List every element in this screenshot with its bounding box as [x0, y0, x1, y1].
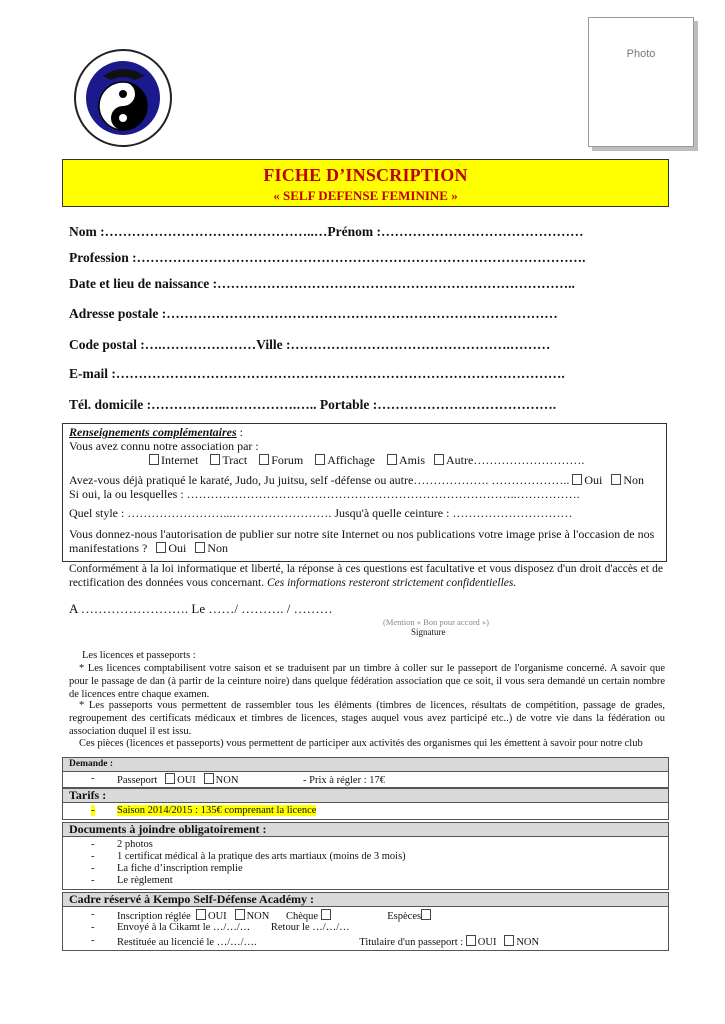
- option-affichage[interactable]: Affichage: [315, 453, 375, 467]
- licences-paragraph: * Les licences comptabilisent votre saison et se traduisent par un timbre à coller sur le passeport de l'organisme concerné. A savoir que pour le passage de dan (à partir de la ceinture noire) dans quelque fédération association que ce soit, il vous sera demandé un certain nombre de licences entre chaque examen.: [69, 663, 665, 700]
- birth-field[interactable]: Date et lieu de naissance :……………………………………………………………………..: [69, 276, 575, 291]
- signature-mention: (Mention « Bon pour accord »): [383, 617, 489, 627]
- option-autre[interactable]: Autre……………………….: [434, 453, 584, 467]
- checkbox-icon: [195, 542, 205, 553]
- demande-non[interactable]: NON: [204, 775, 239, 786]
- cadre-box: [62, 907, 669, 951]
- page-subtitle: « SELF DEFENSE FEMININE »: [273, 188, 458, 203]
- option-tract[interactable]: Tract: [210, 453, 247, 467]
- demande-line: - Passeport OUI NON - Prix à régler : 17€: [91, 773, 385, 786]
- martial-arts-question: Avez-vous déjà pratiqué le karaté, Judo, Ju juitsu, self -défense ou autre………………. ……………….. Oui Non: [69, 473, 644, 487]
- option-internet[interactable]: Internet: [149, 453, 198, 467]
- address-field[interactable]: Adresse postale :……………………………………………………………………………: [69, 306, 558, 321]
- inscription-non[interactable]: NON: [235, 911, 270, 922]
- publish-question: Vous donnez-nous l'autorisation de publier sur notre site Internet ou nos publications votre image prise à l'occasion de nos: [69, 527, 655, 541]
- source-question: Vous avez connu notre association par :: [69, 439, 259, 453]
- passeports-paragraph: * Les passeports vous permettent de rassembler tous les éléments (timbres de licences, résultats de compétition, passage de grades, regroupement des certificats médicaux et timbres de licences, stages auquel vous avez participé etc..) de votre vie dans la fédération ou association duquel il est issu.: [69, 700, 665, 737]
- name-field[interactable]: Nom :………………………………………..…Prénom :………………………………………: [69, 224, 584, 239]
- checkbox-icon: [611, 474, 621, 485]
- photo-label: Photo: [626, 48, 656, 60]
- publish-question-2: manifestations ? Oui Non: [69, 541, 228, 555]
- checkbox-icon: [210, 454, 220, 465]
- page-title: FICHE D’INSCRIPTION: [263, 165, 468, 185]
- licences-intro: Les licences et passeports :: [82, 650, 196, 661]
- pieces-paragraph: Ces pièces (licences et passeports) vous permettent de participer aux activités des organismes qui les émettent à savoir pour notre club: [79, 738, 643, 749]
- postal-city-field[interactable]: Code postal :….…………………Ville :………………………………………….………: [69, 337, 551, 352]
- style-belt-field[interactable]: Quel style : ……………………...……………………. Jusqu'à quelle ceinture : …………………………: [69, 506, 573, 520]
- tarifs-heading: Tarifs :: [62, 788, 669, 803]
- cadre-envoye-line: - Envoyé à la Cikamt le …/…/… Retour le …/…/…: [91, 922, 350, 933]
- checkbox-icon: [315, 454, 325, 465]
- publish-oui[interactable]: Oui: [156, 541, 186, 555]
- passeport-non[interactable]: NON: [504, 937, 539, 948]
- tarifs-row: [62, 803, 669, 820]
- especes-option[interactable]: Espèces: [387, 911, 433, 922]
- document-item: - La fiche d’inscription remplie: [91, 863, 243, 874]
- demande-heading: Demande :: [62, 757, 669, 772]
- checkbox-icon: [504, 935, 514, 946]
- which-field[interactable]: Si oui, la ou lesquelles : ………………………………………………………………………..…………….: [69, 487, 580, 501]
- checkbox-icon: [156, 542, 166, 553]
- oui-option[interactable]: Oui: [572, 473, 602, 487]
- signature-place-date[interactable]: A ……………………. Le ……/ ………. / ………: [69, 601, 333, 616]
- phone-field[interactable]: Tél. domicile :……………..…………….….. Portable :………………………………….: [69, 397, 557, 412]
- demande-row: [62, 772, 669, 788]
- documents-heading: Documents à joindre obligatoirement :: [62, 822, 669, 837]
- checkbox-icon: [572, 474, 582, 485]
- source-options: [149, 453, 584, 468]
- passeport-oui[interactable]: OUI: [466, 937, 497, 948]
- photo-box: [588, 17, 694, 147]
- signature-label: Signature: [411, 627, 446, 637]
- checkbox-icon: [235, 909, 245, 920]
- checkbox-icon: [321, 909, 331, 920]
- additional-info-box: [62, 423, 667, 562]
- option-forum[interactable]: Forum: [259, 453, 303, 467]
- checkbox-icon: [149, 454, 159, 465]
- profession-field[interactable]: Profession :……………………………………………………………………………………….: [69, 250, 586, 265]
- additional-info-heading: Renseignements complémentaires :: [69, 425, 244, 439]
- cadre-inscription-line: - Inscription réglée OUI NON Chèque Espèces: [117, 909, 433, 922]
- cadre-restituee-line: - Restituée au licencié le …/…/…. Titulaire d'un passeport : OUI NON: [91, 935, 540, 948]
- checkbox-icon: [387, 454, 397, 465]
- checkbox-icon: [421, 909, 431, 920]
- cheque-option[interactable]: Chèque: [286, 911, 333, 922]
- checkbox-icon: [466, 935, 476, 946]
- inscription-oui[interactable]: OUI: [196, 911, 227, 922]
- legal-notice: Conformément à la loi informatique et liberté, la réponse à ces questions est facultative et vous disposez d'un droit d'accès et de rectification des données vous concernant. Ces informations resteront strictement confidentielles.: [69, 563, 663, 589]
- club-logo: [73, 48, 173, 148]
- tarif-saison: - Saison 2014/2015 : 135€ comprenant la licence: [91, 805, 317, 816]
- email-field[interactable]: E-mail :……………………………………………………………………………………….: [69, 366, 565, 381]
- cadre-heading: Cadre réservé à Kempo Self-Défense Académy :: [62, 892, 669, 907]
- option-amis[interactable]: Amis: [387, 453, 425, 467]
- title-banner: [62, 159, 669, 207]
- checkbox-icon: [196, 909, 206, 920]
- publish-non[interactable]: Non: [195, 541, 228, 555]
- yin-yang-icon: [73, 48, 173, 148]
- checkbox-icon: [259, 454, 269, 465]
- documents-list: [62, 837, 669, 890]
- document-item: - Le règlement: [91, 875, 173, 886]
- checkbox-icon: [204, 773, 214, 784]
- checkbox-icon: [434, 454, 444, 465]
- document-item: - 1 certificat médical à la pratique des arts martiaux (moins de 3 mois): [91, 851, 406, 862]
- checkbox-icon: [165, 773, 175, 784]
- non-option[interactable]: Non: [611, 473, 644, 487]
- document-item: - 2 photos: [91, 839, 153, 850]
- demande-oui[interactable]: OUI: [165, 775, 196, 786]
